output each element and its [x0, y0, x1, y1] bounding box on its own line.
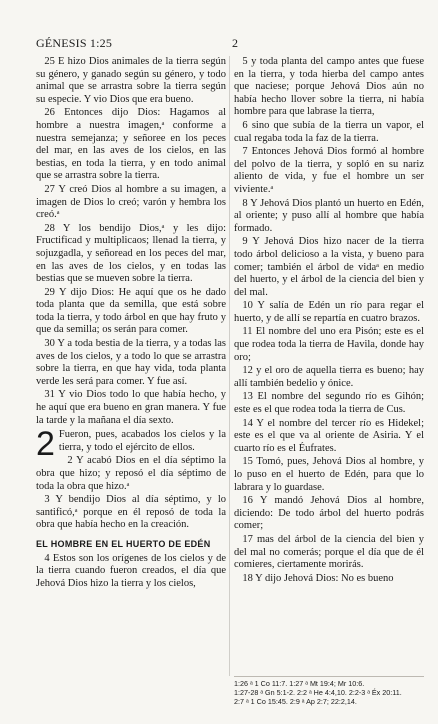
section-heading: EL HOMBRE EN EL HUERTO DE EDÉN — [36, 538, 211, 549]
verse: 10 Y salía de Edén un río para regar el huerto, y de allí se repartía en cuatro brazos. — [234, 300, 424, 324]
verse: 30 Y a toda bestia de la tierra, y a todas las aves de los cielos, y a todo lo que se arrastra sobre la tierra, en que hay vida, toda planta verde les será para comer. Y fue así. — [36, 338, 226, 387]
page-number: 2 — [232, 36, 238, 50]
column-divider — [229, 56, 230, 676]
verse: 14 Y el nombre del tercer río es Hidekel; este es el que va al oriente de Asiria. Y el cuarto río es el Éufrates. — [234, 417, 424, 454]
left-column — [36, 56, 226, 591]
verse: 12 y el oro de aquella tierra es bueno; hay allí también bedelio y ónice. — [234, 365, 424, 389]
right-column — [234, 56, 424, 586]
verse: 29 Y dijo Dios: He aquí que os he dado toda planta que da semilla, que está sobre toda la tierra, y todo árbol en que hay fruto y que da semilla; os serán para comer. — [36, 286, 226, 336]
verse: 13 El nombre del segundo río es Gihón; este es el que rodea toda la tierra de Cus. — [234, 391, 424, 416]
verse: 27 Y creó Dios al hombre a su imagen, a imagen de Dios lo creó; varón y hembra los creó.ᵃ — [36, 183, 226, 221]
footnote-line: 1:26 ᵃ 1 Co 11:7. 1:27 ᵃ Mt 19:4; Mr 10:6. — [234, 679, 365, 688]
verse: 26 Entonces dijo Dios: Hagamos al hombre a nuestra imagen,ᵃ conforme a nuestra semejanza; y señoree en los peces del mar, en las aves de los cielos, en las bestias, en toda la tierra, y en todo animal que se arrastra sobre la tierra. — [36, 107, 226, 182]
chapter-verse-1: Fueron, pues, acabados los cielos y la tierra, y todo el ejército de ellos. — [58, 429, 226, 453]
verse: 11 El nombre del uno era Pisón; este es el que rodea toda la tierra de Havila, donde hay oro; — [234, 326, 424, 363]
verse: 15 Tomó, pues, Jehová Dios al hombre, y lo puso en el huerto de Edén, para que lo labrara y lo guardase. — [234, 456, 424, 493]
chapter-start — [36, 425, 226, 464]
verse: 5 y toda planta del campo antes que fuese en la tierra, y toda hierba del campo antes que naciese; porque Jehová Dios aún no había hecho llover sobre la tierra, ni había hombre para que labrase la tierra, — [234, 56, 424, 118]
verse: 7 Entonces Jehová Dios formó al hombre del polvo de la tierra, y sopló en su nariz aliento de vida, y fue el hombre un ser viviente.ᵃ — [234, 146, 424, 195]
chapter-number: 2 — [36, 425, 55, 464]
verse: 17 mas del árbol de la ciencia del bien y del mal no comerás; porque el día que de él comieres, ciertamente morirás. — [234, 533, 424, 571]
verse: 18 Y dijo Jehová Dios: No es bueno — [242, 572, 394, 584]
verse: 3 Y bendijo Dios al día séptimo, y lo santificó,ᵃ porque en él reposó de toda la obra que había hecho en la creación. — [36, 494, 226, 531]
verse: 4 Estos son los orígenes de los cielos y de la tierra cuando fueron creados, el día que Jehová Dios hizo la tierra y los cielos, — [36, 552, 226, 589]
verse: 25 E hizo Dios animales de la tierra según su género, y ganado según su género, y todo animal que se arrastra sobre la tierra según su especie. Y vio Dios que era bueno. — [36, 56, 226, 105]
footnote-line: 1:27-28 ᵃ Gn 5:1-2. 2:2 ᵃ He 4:4,10. 2:2-3 ᵃ Éx 20:11. — [234, 688, 402, 698]
verse: 28 Y los bendijo Dios,ᵃ y les dijo: Fructificad y multiplicaos; llenad la tierra, y sojuzgadla, y señoread en los peces del mar, en las aves de los cielos, y en todas las bestias que se mueven sobre la tierra. — [36, 222, 226, 285]
verse: 16 Y mandó Jehová Dios al hombre, diciendo: De todo árbol del huerto podrás comer; — [234, 495, 424, 532]
verse: 31 Y vio Dios todo lo que había hecho, y he aquí que era bueno en gran manera. Y fue la tarde y la mañana el día sexto. — [36, 389, 226, 426]
verse: 9 Y Jehová Dios hizo nacer de la tierra todo árbol delicioso a la vista, y bueno para comer; también el árbol de vidaᵃ en medio del huerto, y el árbol de la ciencia del bien y del mal. — [234, 236, 424, 298]
verse: 8 Y Jehová Dios plantó un huerto en Edén, al oriente; y puso allí al hombre que había formado. — [234, 197, 424, 234]
verse: 2 Y acabó Dios en el día séptimo la obra que hizo; y reposó el día séptimo de toda la obra que hizo.ᵃ — [36, 455, 226, 492]
page-header — [36, 36, 402, 52]
footnotes — [234, 676, 424, 707]
footnote-line: 2:7 ᵃ 1 Co 15:45. 2:9 ᵃ Ap 2:7; 22:2,14. — [234, 697, 357, 707]
verse: 6 sino que subía de la tierra un vapor, el cual regaba toda la faz de la tierra. — [234, 119, 424, 144]
running-head-reference: GÉNESIS 1:25 — [36, 36, 113, 50]
